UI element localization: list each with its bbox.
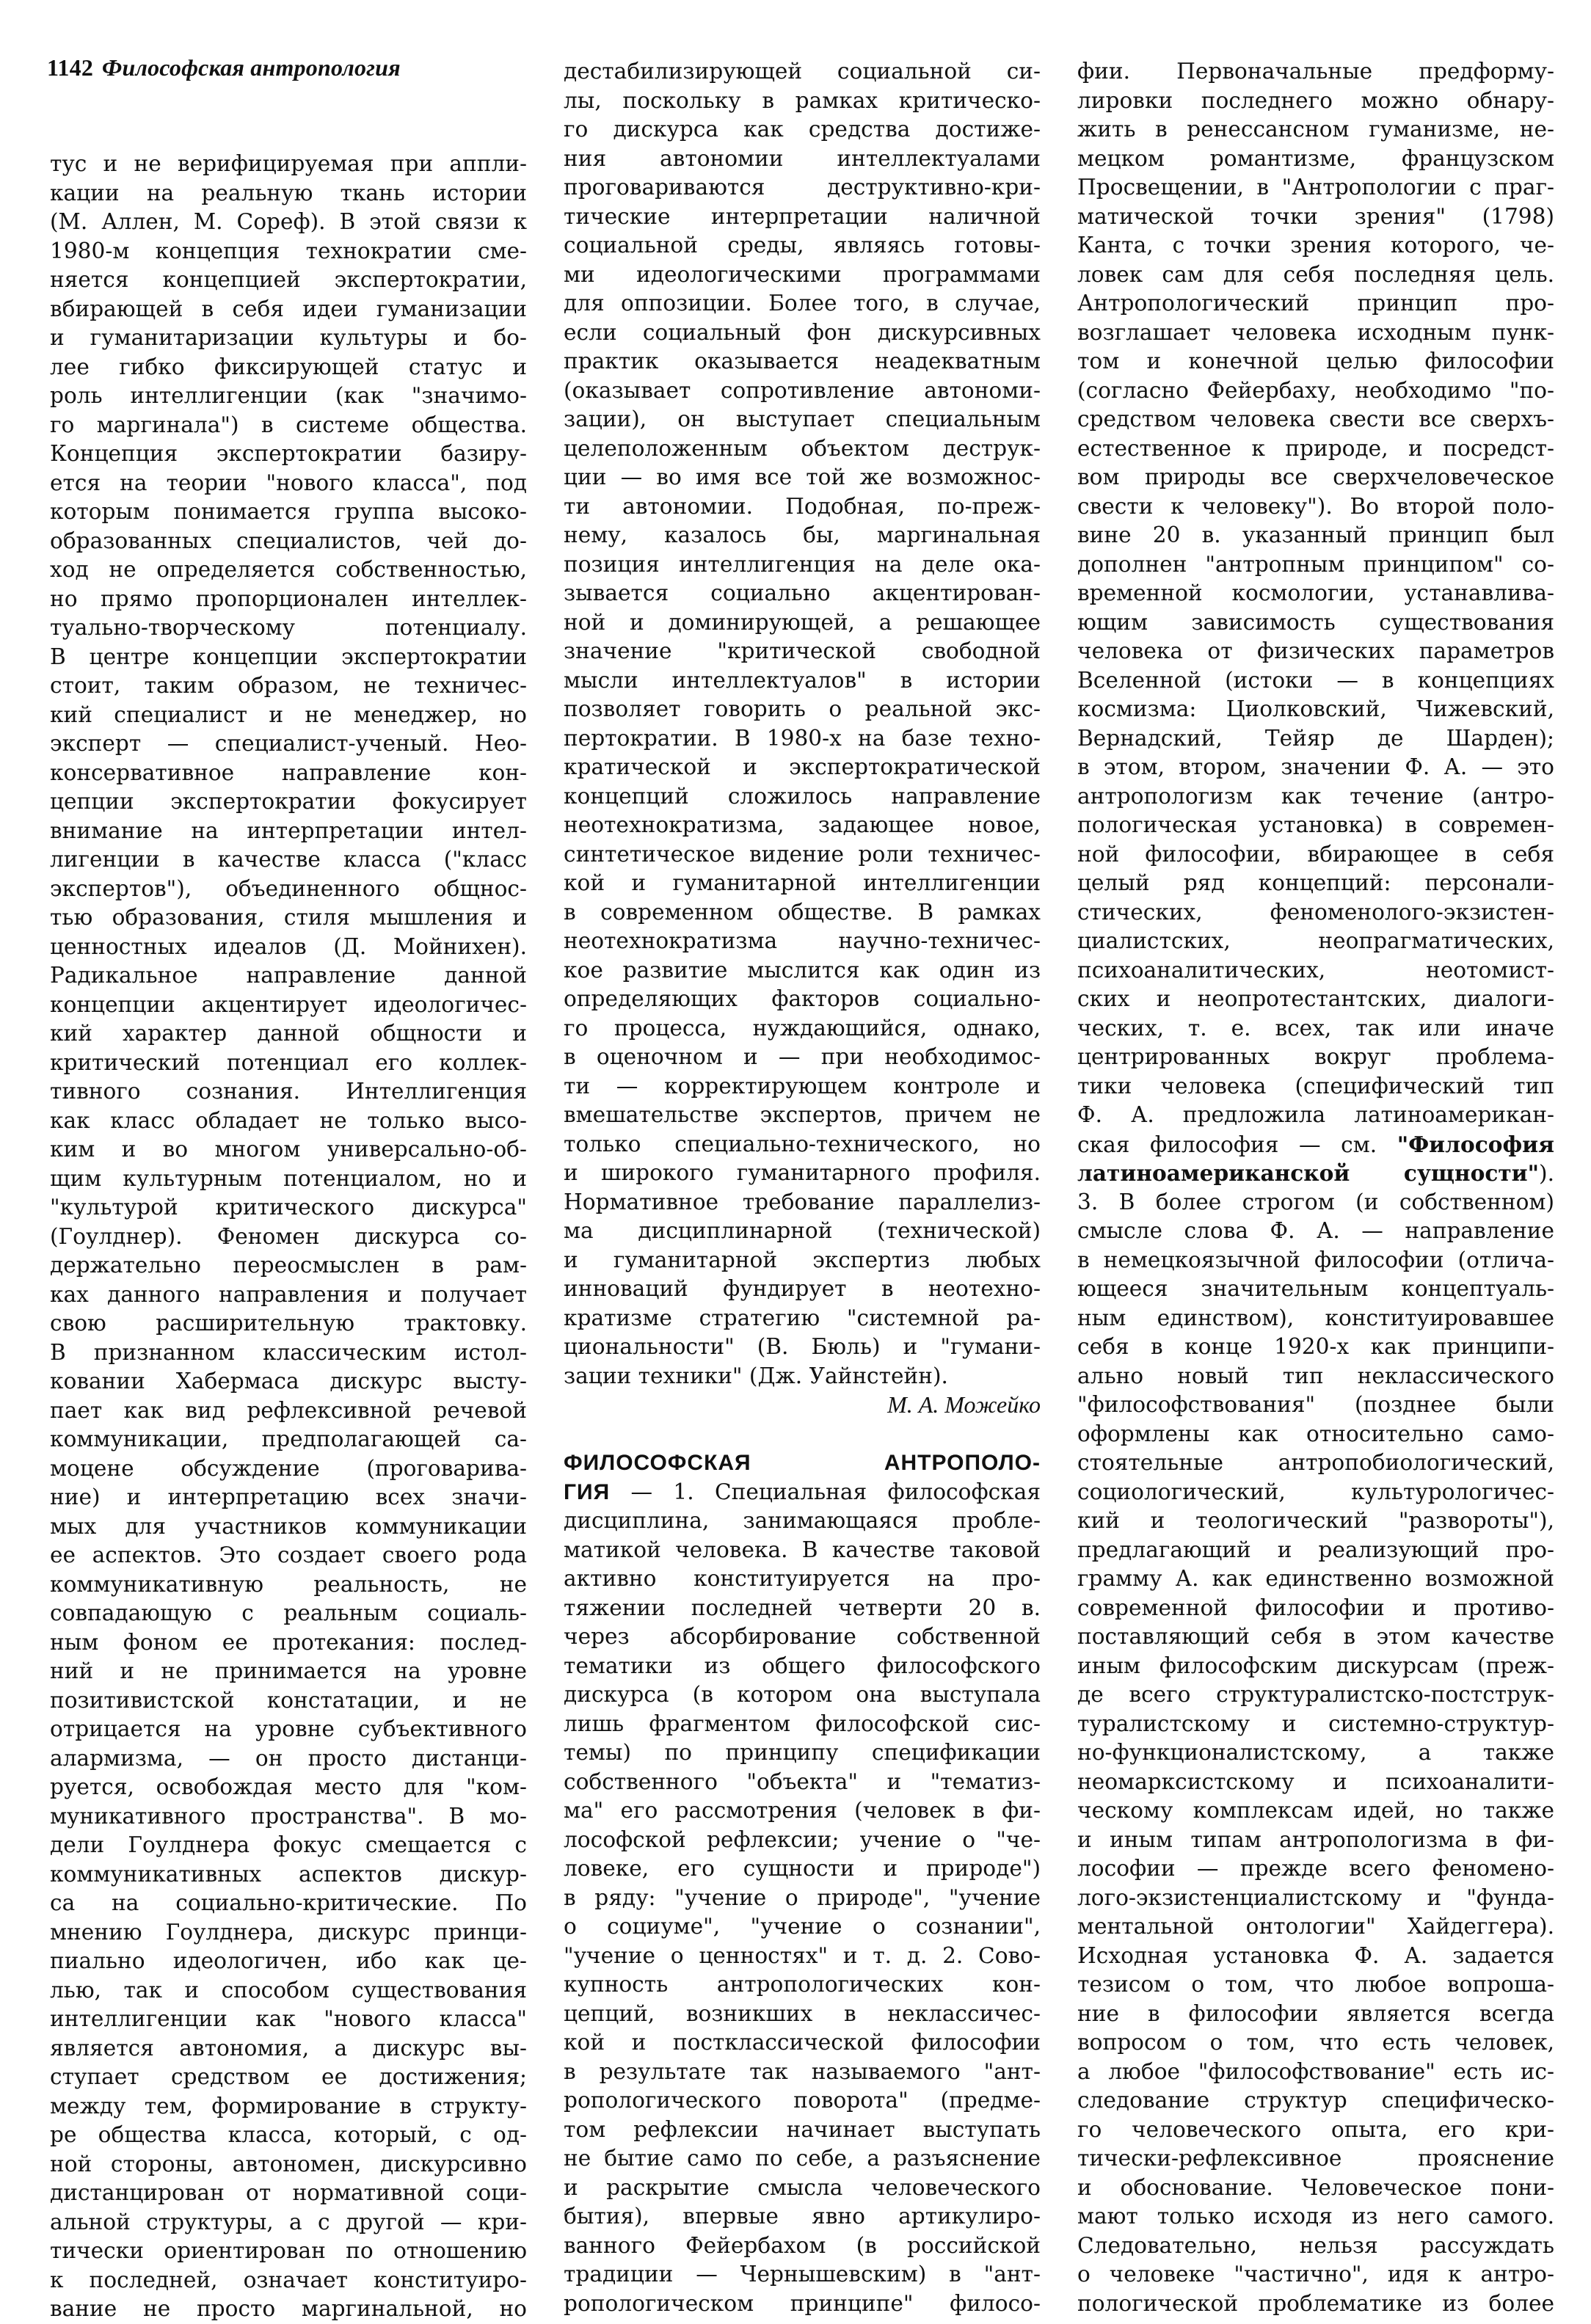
text-line: том рефлексии начинает выступать [564,2116,1041,2142]
text-line: (М. Аллен, М. Сореф). В этой связи к [50,209,527,234]
text-line: экспертов"), объединенного общнос- [50,875,527,901]
text-line: ских и неопротестантских, диалоги- [1077,986,1554,1011]
text-line: собственного "объекта" и "тематиз- [564,1769,1041,1794]
text-line: альной структуры, а с другой — кри- [50,2209,527,2234]
text-line: традиции — Чернышевским) в "ант- [564,2262,1041,2287]
text-line: социальной среды, являясь готовы- [564,233,1041,258]
text-line: тивного сознания. Интеллигенция [50,1079,527,1104]
text-line: ким и во многом универсально-об- [50,1137,527,1162]
text-line: лее гибко фиксирующей статус и [50,354,527,379]
text-line: средством человека свести все сверхъ- [1077,407,1554,431]
text-line: себя в конце 1920-х как принципи- [1077,1334,1554,1359]
cross-reference: латиноамериканской сущности" [1077,1160,1540,1186]
text-line: тически ориентирован по отношению [50,2238,527,2263]
text-line: Просвещении, в "Антропологии с праг- [1077,175,1554,200]
text-line: жить в ренессансном гуманизме, не- [1077,117,1554,142]
text-line: цепции экспертократии фокусирует [50,789,527,814]
text-line: о человеке "частично", идя к антро- [1077,2262,1554,2287]
text-line: позволяет говорить о реальной экс- [564,696,1041,721]
text-line: кий характер данной общности и [50,1021,527,1046]
text-line: ма" его рассмотрения (человек в фи- [564,1798,1041,1823]
text-line: и гуманитаризации культуры и бо- [50,325,527,350]
text-line: и иным типам антропологизма в фи- [1077,1826,1554,1852]
text-line: "учение о ценностях" и т. д. 2. Сово- [564,1942,1041,1968]
text-line: 3. В более строгом (и собственном) [1077,1189,1554,1214]
text-line: тус и не верифицируемая при аппли- [50,151,527,176]
text-line: го процесса, нуждающийся, однако, [564,1015,1041,1041]
text-line: (согласно Фейербаху, необходимо "по- [1077,377,1554,403]
text-line: ти автономии. Подобная, по-преж- [564,493,1041,519]
text-line: нему, казалось бы, маргинальная [564,522,1041,547]
author-signature: М. А. Можейко [887,1391,1041,1418]
text-line: тью образования, стиля мышления и [50,905,527,930]
text-line: держательно переосмыслен в рам- [50,1253,527,1278]
text-line: кой и гуманитарной интеллигенции [564,870,1041,895]
text-line: ческих, т. е. всех, так или иначе [1077,1015,1554,1041]
text-line: лишь фрагментом философской сис- [564,1711,1041,1736]
entry-gap [564,1420,1041,1449]
text-line: ее аспектов. Это создает своего рода [50,1542,527,1567]
text-line: активно конституируется на про- [564,1566,1041,1591]
text-line: в этом, втором, значении Ф. А. — это [1077,754,1554,779]
text-line: современной философии и противо- [1077,1595,1554,1620]
text-line: ной и доминирующей, а решающее [564,609,1041,635]
text-line: мают только исходя из него самого. [1077,2204,1554,2229]
text-line: иным философским дискурсам (преж- [1077,1653,1554,1678]
text-line: лософии — прежде всего феномено- [1077,1856,1554,1881]
text-line: де всего структуралистско-постструк- [1077,1682,1554,1707]
text-line: инноваций фундирует в неотехно- [564,1276,1041,1301]
text-line: позитивистской констатации, и не [50,1687,527,1713]
text-line: свести к человеку"). Во второй поло- [1077,493,1554,519]
text-line: если социальный фон дискурсивных [564,319,1041,345]
text-line: предлагающий и реализующий про- [1077,1537,1554,1562]
text-line: туально-творческому потенциалу. [50,615,527,640]
text-line: Канта, с точки зрения которого, че- [1077,233,1554,258]
text-line: купность антропологических кон- [564,1972,1041,1997]
text-line: пологической проблематике из более [1077,2290,1554,2316]
text-line: Радикальное направление данной [50,963,527,988]
text-line: зации техники" (Дж. Уайнстейн). [564,1363,948,1388]
text-line: ход не определяется собственностью, [50,557,527,582]
text-line: временной космологии, устанавлива- [1077,580,1554,605]
text-line: но прямо пропорционален интеллек- [50,586,527,611]
text-line: лью, так и способом существования [50,1977,527,2003]
text-line: ным единством), конституировавшее [1077,1305,1554,1330]
text-line: поставляющий себя в этом качестве [1077,1624,1554,1649]
text-line: цепций, возникших в неклассичес- [564,2000,1041,2026]
text-line: проговариваются деструктивно-кри- [564,175,1041,200]
text-line: интеллигенции как "нового класса" [50,2006,527,2031]
text-line: целеположенным объектом деструк- [564,435,1041,461]
text-line: ловеке, его сущности и природе") [564,1856,1041,1881]
text-line: значение "критической свободной [564,638,1041,663]
text-line: ющим зависимость существования [1077,609,1554,635]
text-line: тезисом о том, что любое вопроша- [1077,1972,1554,1997]
text-line: не бытие само по себе, а разъяснение [564,2146,1041,2171]
text-line: смысле слова Ф. А. — направление [1077,1218,1554,1243]
text-line: концепции акцентирует идеологичес- [50,991,527,1017]
text-line: ре общества класса, который, с од- [50,2122,527,2147]
text-line: в оценочном и — при необходимос- [564,1044,1041,1069]
text-line: ми идеологическими программами [564,261,1041,287]
text-line: и раскрытие смысла человеческого [564,2174,1041,2200]
text-line: руется, освобождая место для "ком- [50,1774,527,1799]
text-line: эксперт — специалист-ученый. Нео- [50,731,527,756]
text-line: Вселенной (истоки — в концепциях [1077,667,1554,693]
text-line: ческому комплексам идей, но также [1077,1798,1554,1823]
text-line: зации), он выступает специальным [564,407,1041,431]
text-line: Следовательно, нельзя рассуждать [1077,2232,1554,2258]
text-line: к последней, означает конституиро- [50,2267,527,2292]
text-line: ти — корректирующем контроле и [564,1073,1041,1099]
text-line: том и конечной целью философии [1077,349,1554,374]
text-line: дискурса (в котором она выступала [564,1682,1041,1707]
text-line: концепций сложилось направление [564,783,1041,809]
text-line: вом природы все сверхчеловеческое [1077,465,1554,489]
text-line: совпадающую с реальным социаль- [50,1600,527,1625]
text-line: темы) по принципу спецификации [564,1740,1041,1765]
text-line: кратизме стратегию "системной ра- [564,1305,1041,1330]
text-line: лировки последнего можно обнару- [1077,87,1554,113]
text-line: ма дисциплинарной (технической) [564,1218,1041,1243]
text-line: в немецкоязычной философии (отлича- [1077,1247,1554,1272]
text-line: лигенции в качестве класса ("класс [50,847,527,872]
text-line: тически-рефлексивное прояснение [1077,2146,1554,2171]
text-line: но-функционалистскому, а также [1077,1740,1554,1765]
text-line: и широкого гуманитарного профиля. [564,1160,1041,1185]
text-line: стических, феноменолого-экзистен- [1077,899,1554,925]
text-line: в современном обществе. В рамках [564,899,1041,925]
text-line: ванного Фейербахом (в российской [564,2232,1041,2258]
text-line: мых для участников коммуникации [50,1513,527,1539]
text-line: синтетическое видение роли техничес- [564,841,1041,867]
text-line: критический потенциал его коллек- [50,1049,527,1075]
text-line: ально новый тип неклассического [1077,1363,1554,1388]
text-line: зывается социально акцентирован- [564,580,1041,605]
text-line: которым понимается группа высоко- [50,499,527,524]
entry-headword-line [564,1449,1041,1478]
text-line: щим культурным потенциалом, но и [50,1165,527,1191]
text-line: кратической и экспертократической [564,754,1041,779]
text-line: Антропологический принцип про- [1077,291,1554,316]
text-line: "культурой критического дискурса" [50,1195,527,1220]
text-line: в результате так называемого "ант- [564,2058,1041,2084]
text-line: алармизма, — он просто дистанци- [50,1745,527,1771]
text-line: ропологического поворота" (предме- [564,2088,1041,2113]
text-line: неомарксистскому и психоаналити- [1077,1769,1554,1794]
text-line: вмешательстве экспертов, причем не [564,1102,1041,1127]
text-line: "философствования" (позднее были [1077,1392,1554,1417]
text-line: ках данного направления и получает [50,1281,527,1307]
page-number: 1142 [47,54,94,81]
text-line: Концепция экспертократии базиру- [50,441,527,466]
text-line: мнению Гоулднера, дискурс принци- [50,1919,527,1945]
text-line: лого-экзистенциалистскому и "фунда- [1077,1884,1554,1910]
text-line: муникативного пространства". В мо- [50,1803,527,1829]
text-line: ния автономии интеллектуалами [564,145,1041,171]
text-line: вбирающей в себя идеи гуманизации [50,296,527,321]
text-line: ции — во имя все той же возможнос- [564,465,1041,489]
text-line: ковании Хабермаса дискурс высту- [50,1369,527,1394]
text-line: пает как вид рефлексивной речевой [50,1397,527,1423]
text-column-1 [50,150,527,2321]
text-line: позиция интеллигенция на деле ока- [564,551,1041,577]
text-fragment: ). [1539,1161,1554,1186]
text-line: го маргинала") в системе общества. [50,412,527,437]
text-line: Ф. А. предложила латиноамерикан- [1077,1102,1554,1127]
text-line: следование структур специфическо- [1077,2088,1554,2113]
text-line: ной философии, вбирающее в себя [1077,841,1554,867]
text-line: лы, поскольку в рамках критическо- [564,87,1041,113]
entry-first-line [564,1478,1041,1507]
text-line: циалистских, неопрагматических, [1077,928,1554,953]
text-line: В центре концепции экспертократии [50,644,527,669]
text-line: возглашает человека исходным пунк- [1077,319,1554,345]
text-line: психоаналитических, неотомист- [1077,957,1554,983]
text-line: дели Гоулднера фокус смещается с [50,1832,527,1857]
entry-headword: ФИЛОСОФСКАЯ АНТРОПОЛО- [564,1451,1041,1475]
text-line: Исходная установка Ф. А. задается [1077,1942,1554,1968]
text-line: циональности" (В. Бюль) и "гумани- [564,1334,1041,1359]
text-line: кий специалист и не менеджер, но [50,702,527,727]
text-line: го дискурса как средства достиже- [564,117,1041,142]
text-line: пологическая установка) в современ- [1077,812,1554,837]
text-line: кий и теологический "развороты"), [1077,1508,1554,1533]
text-line: ющееся значительным концептуаль- [1077,1276,1554,1301]
text-line: консервативное направление кон- [50,760,527,785]
text-line: только специально-технического, но [564,1131,1041,1156]
text-line: Нормативное требование параллелиз- [564,1189,1041,1214]
text-line: неотехнократизма, задающее новое, [564,812,1041,837]
text-line: практик оказывается неадекватным [564,349,1041,374]
text-line: дисциплина, занимающаяся пробле- [564,1508,1041,1533]
entry-definition-start: — 1. Специальная философская [610,1479,1041,1504]
text-line: (оказывает сопротивление автономи- [564,377,1041,403]
text-line: дестабилизирующей социальной си- [564,59,1041,84]
text-line: как класс обладает не только высо- [50,1107,527,1133]
text-line: роль интеллигенции (как "значимо- [50,383,527,408]
text-line: мецком романтизме, французском [1077,145,1554,171]
text-line: космизма: Циолковский, Чижевский, [1077,696,1554,721]
text-line: о социуме", "учение о сознании", [564,1914,1041,1939]
running-title: Философская антропология [102,54,401,81]
cross-reference: "Философия [1397,1131,1554,1157]
text-line: естественное к природе, и посредст- [1077,435,1554,461]
text-line: В признанном классическим истол- [50,1339,527,1365]
text-line: тематики из общего философского [564,1653,1041,1678]
text-line: грамму А. как единственно возможной [1077,1566,1554,1591]
text-line: Вернадский, Тейяр де Шарден); [1077,725,1554,751]
text-line: матической точки зрения" (1798) [1077,203,1554,229]
text-line: туралистскому и системно-структур- [1077,1711,1554,1736]
text-line: го человеческого опыта, его кри- [1077,2116,1554,2142]
running-head [47,54,401,81]
text-line: вопросом о том, что есть человек, [1077,2030,1554,2055]
text-line: через абсорбирование собственной [564,1624,1041,1649]
text-line: лософской рефлексии; учение о "че- [564,1826,1041,1852]
text-line: моцене обсуждение (проговарива- [50,1455,527,1481]
text-line: и обоснование. Человеческое пони- [1077,2174,1554,2200]
text-line: коммуникации, предполагающей са- [50,1427,527,1451]
text-line: тяжении последней четверти 20 в. [564,1595,1041,1620]
text-line: няется концепцией экспертократии, [50,267,527,292]
text-line: мысли интеллектуалов" в истории [564,667,1041,693]
text-line: для оппозиции. Более того, в случае, [564,291,1041,316]
text-line: определяющих факторов социально- [564,986,1041,1011]
text-line: вине 20 в. указанный принцип был [1077,522,1554,547]
text-line: дистанцирован от нормативной соци- [50,2180,527,2205]
text-line: ценностных идеалов (Д. Мойнихен). [50,933,527,959]
text-line: отрицается на уровне субъективного [50,1716,527,1741]
text-fragment: ская философия — см. [1077,1132,1397,1157]
text-line: кое развитие мыслится как один из [564,957,1041,983]
text-line: бытия), впервые явно артикулиро- [564,2204,1041,2229]
text-line: пиально идеологичен, ибо как це- [50,1948,527,1973]
text-line: кой и постклассической философии [564,2030,1041,2055]
text-line: фии. Первоначальные предформу- [1077,59,1554,84]
text-line: а любое "философствование" есть ис- [1077,2058,1554,2084]
entry-headword-end: ГИЯ [564,1479,611,1504]
text-column-3 [1077,57,1554,2316]
text-line: стоятельные антропобиологический, [1077,1450,1554,1475]
text-line: ступает средством ее достижения; [50,2064,527,2089]
text-line: антропологизм как течение (антро- [1077,783,1554,809]
text-line: 1980-м концепция технократии сме- [50,238,527,263]
text-line: свою расширительную трактовку. [50,1311,527,1336]
text-line: пертократии. В 1980-х на базе техно- [564,725,1041,751]
text-line: тики человека (специфический тип [1077,1073,1554,1099]
text-line: са на социально-критические. По [50,1890,527,1915]
text-line: ной стороны, автономен, дискурсивно [50,2151,527,2177]
text-line: внимание на интерпретации интел- [50,817,527,843]
text-line: тические интерпретации наличной [564,203,1041,229]
text-line: дополнен "антропным принципом" со- [1077,551,1554,577]
text-line: оформлены как относительно само- [1077,1421,1554,1446]
text-line: стоит, таким образом, не техничес- [50,673,527,698]
text-line: между тем, формирование в структу- [50,2093,527,2119]
text-line: коммуникативную реальность, не [50,1571,527,1597]
text-line: является автономия, а дискурс вы- [50,2035,527,2061]
text-column-2 [564,57,1041,2316]
text-line: ние) и интерпретацию всех значи- [50,1485,527,1509]
text-line: социологический, культурологичес- [1077,1479,1554,1504]
text-line: коммуникативных аспектов дискур- [50,1861,527,1887]
text-line: в ряду: "учение о природе", "учение [564,1884,1041,1910]
text-line: центрированных вокруг проблема- [1077,1044,1554,1069]
text-line: матикой человека. В качестве таковой [564,1537,1041,1562]
text-line: ловек сам для себя последняя цель. [1077,261,1554,287]
text-line: ным фоном ее протекания: послед- [50,1629,527,1655]
text-line: и гуманитарной экспертиз любых [564,1247,1041,1272]
text-line: ментальной онтологии" Хайдеггера). [1077,1914,1554,1939]
text-line: кации на реальную ткань истории [50,180,527,205]
text-line [1077,1130,1554,1159]
text-line: ние в философии является всегда [1077,2000,1554,2026]
text-line: ропологическом принципе" филосо- [564,2290,1041,2316]
text-line: (Гоулднер). Феномен дискурса со- [50,1223,527,1249]
text-line [1077,1159,1554,1188]
text-line: образованных специалистов, чей до- [50,528,527,553]
text-line: вание не просто маргинальной, но [50,2296,527,2321]
text-line: ется на теории "нового класса", под [50,470,527,495]
text-line: целый ряд концепций: персонали- [1077,870,1554,895]
text-line: неотехнократизма научно-техничес- [564,928,1041,953]
text-line: человека от физических параметров [1077,638,1554,663]
text-line: ний и не принимается на уровне [50,1658,527,1683]
